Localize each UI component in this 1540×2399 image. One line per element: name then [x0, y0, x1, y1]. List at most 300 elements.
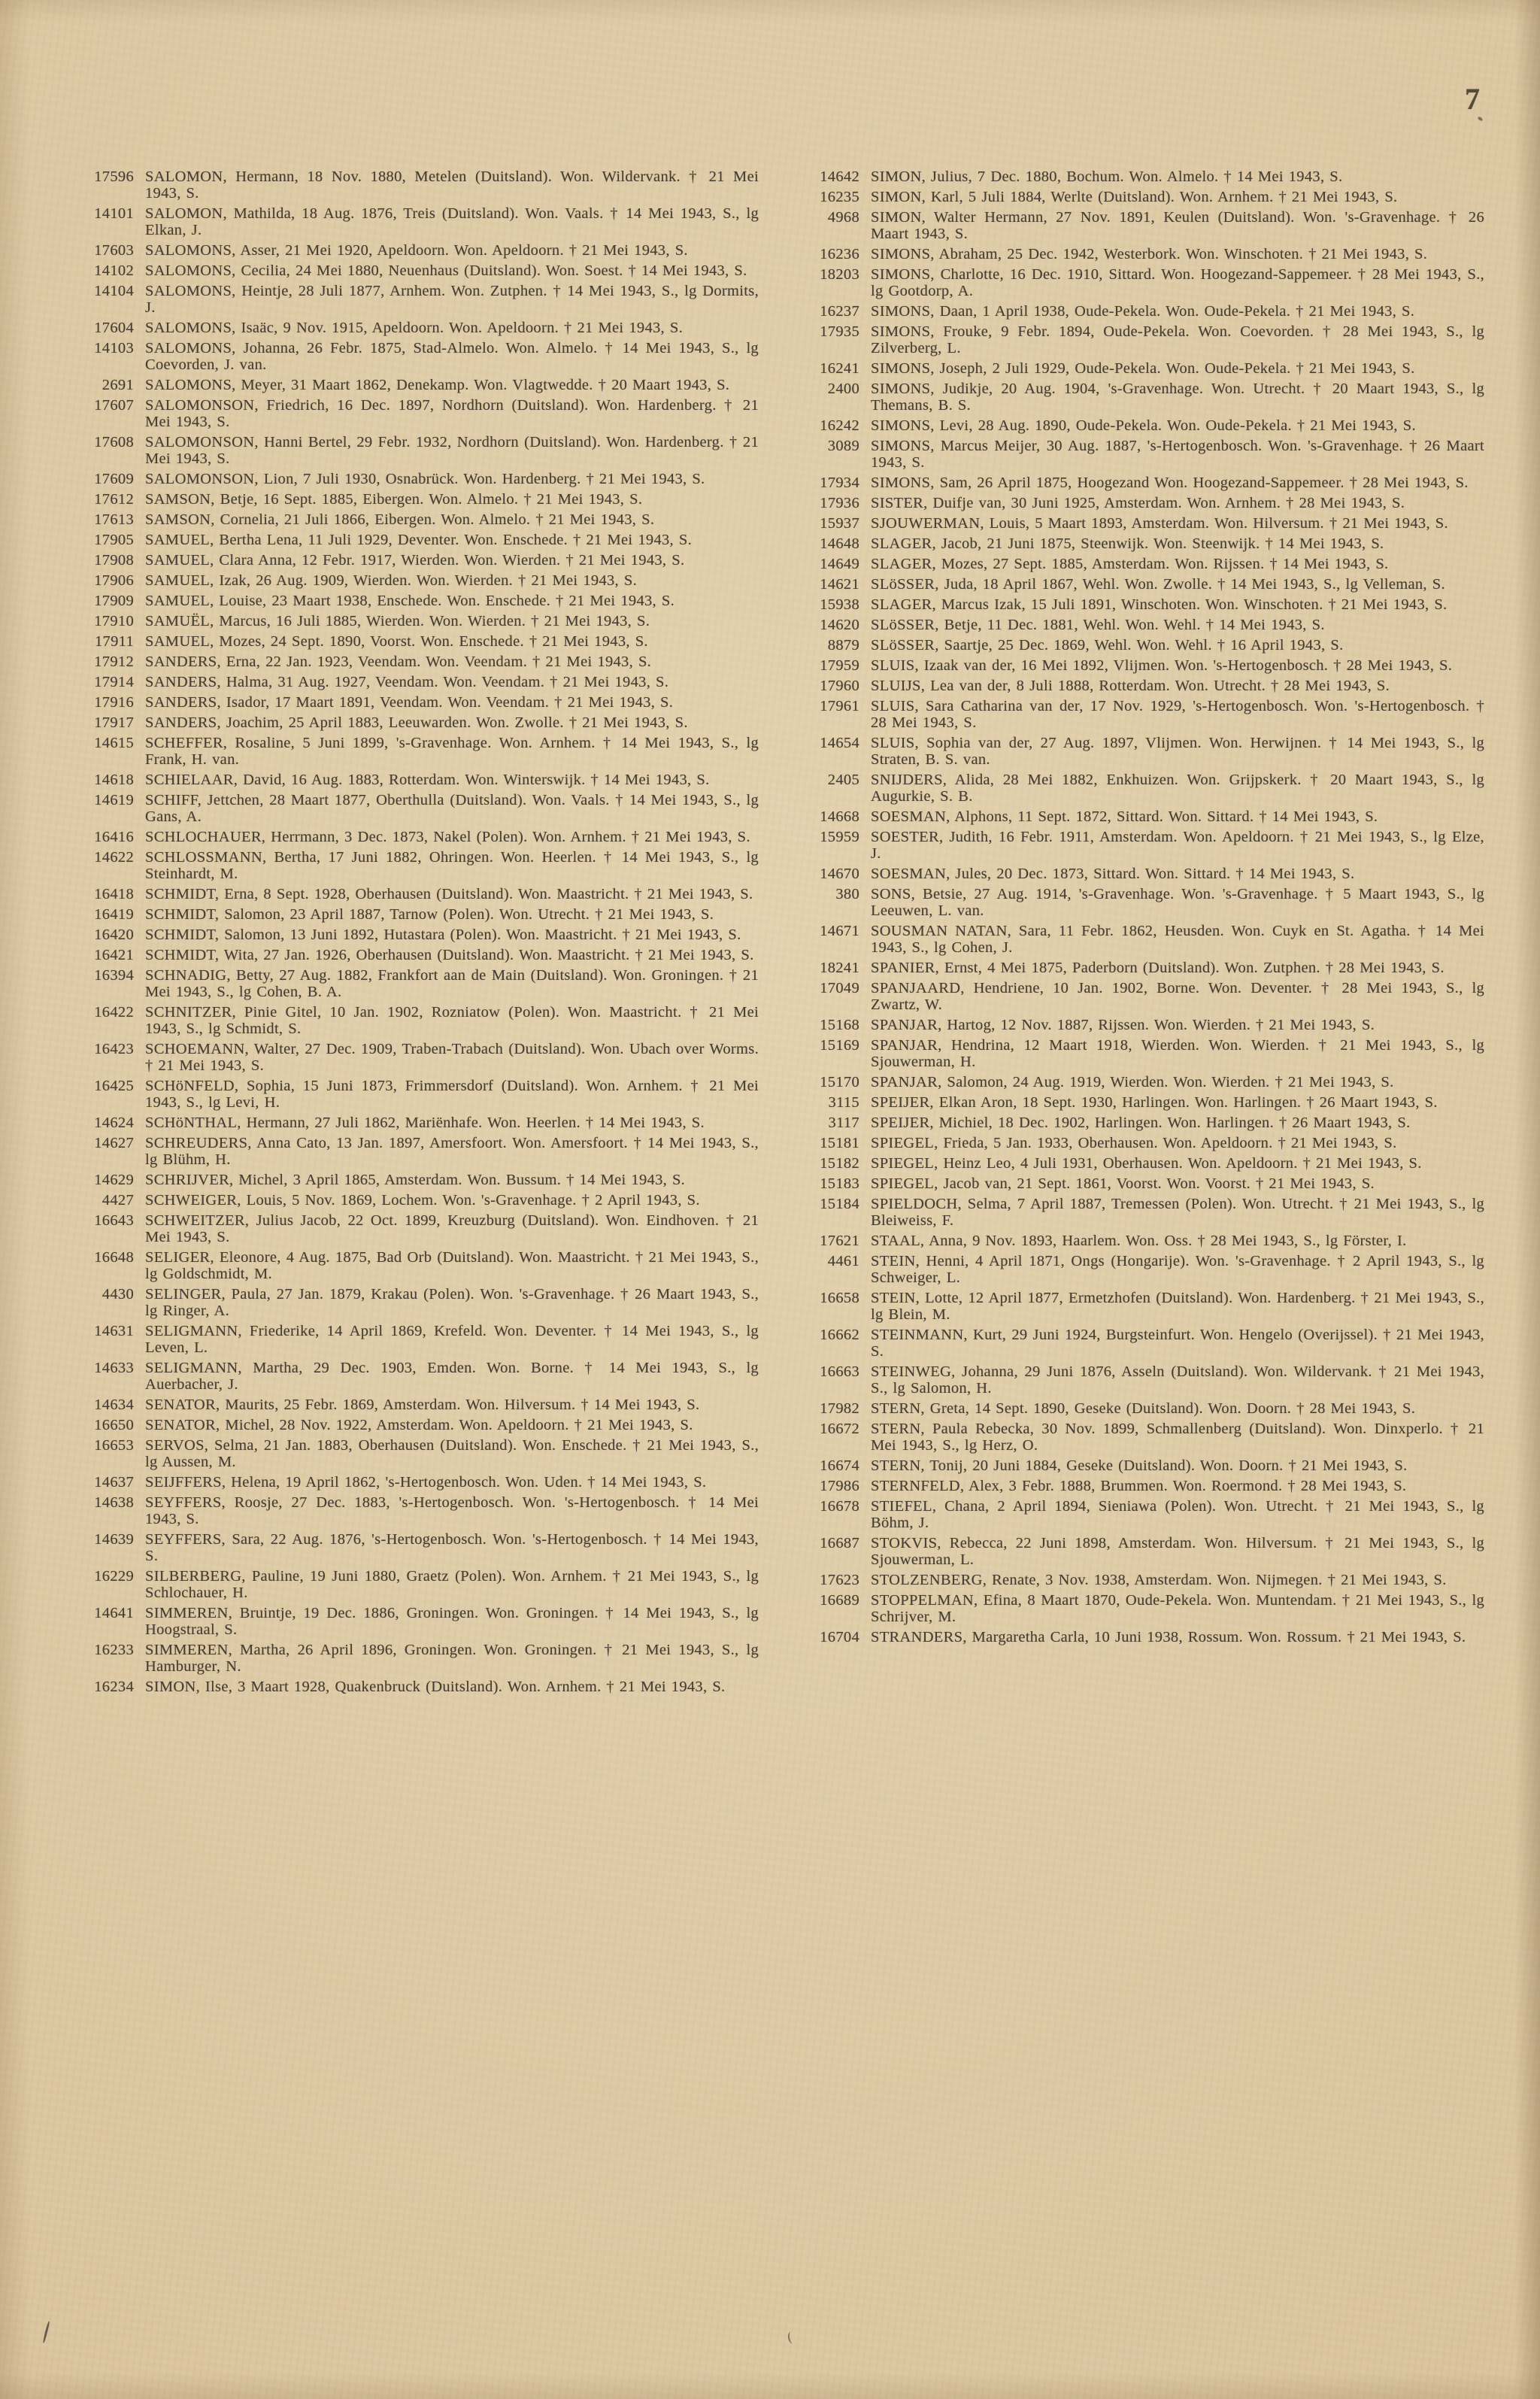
- entry-number: 3117: [828, 1115, 859, 1131]
- list-item: [804, 1196, 1486, 1229]
- entry-text: SERVOS, Selma, 21 Jan. 1883, Oberhausen (Duitsland). Won. Enschede. † 21 Mei 1943, S., lg Aussen, M.: [145, 1437, 759, 1470]
- entry-number: 14103: [94, 340, 134, 356]
- entry-number: 17608: [94, 434, 134, 450]
- list-item: [78, 532, 760, 548]
- entry-text: SCHWEITZER, Julius Jacob, 22 Oct. 1899, Kreuzburg (Duitsland). Won. Eindhoven. † 21 Mei 1943, S.: [145, 1212, 759, 1245]
- list-item: [804, 246, 1486, 262]
- list-item: [804, 1074, 1486, 1090]
- entry-number: 16663: [820, 1363, 859, 1380]
- entry-number: 17621: [820, 1233, 859, 1249]
- entry-text: STOKVIS, Rebecca, 22 Juni 1898, Amsterdam. Won. Hilversum. † 21 Mei 1943, S., lg Sjouwerman, L.: [871, 1535, 1484, 1568]
- entry-number: 14649: [820, 556, 859, 572]
- list-item: [78, 772, 760, 788]
- entry-text: SIMONS, Judikje, 20 Aug. 1904, 's-Gravenhage. Won. Utrecht. † 20 Maart 1943, S., lg Themans, B. S.: [871, 381, 1484, 414]
- entry-number: 16420: [94, 927, 134, 943]
- entry-text: STERN, Paula Rebecka, 30 Nov. 1899, Schmallenberg (Duitsland). Won. Dinxperlo. † 21 Mei 1943, S., lg Herz, O.: [871, 1421, 1484, 1454]
- entry-text: SILBERBERG, Pauline, 19 Juni 1880, Graetz (Polen). Won. Arnhem. † 21 Mei 1943, S., lg Schlochauer, H.: [145, 1568, 759, 1601]
- entry-text: STEINMANN, Kurt, 29 Juni 1924, Burgsteinfurt. Won. Hengelo (Overijssel). † 21 Mei 1943, S.: [871, 1327, 1484, 1360]
- list-item: [78, 967, 760, 1000]
- entry-text: SNIJDERS, Alida, 28 Mei 1882, Enkhuizen. Won. Grijpskerk. † 20 Maart 1943, S., lg Augurkie, S. B.: [871, 772, 1484, 805]
- entry-number: 14654: [820, 735, 859, 751]
- entry-number: 15959: [820, 829, 859, 845]
- list-item: [804, 923, 1486, 956]
- entry-text: SLöSSER, Saartje, 25 Dec. 1869, Wehl. Won. Wehl. † 16 April 1943, S.: [871, 637, 1344, 654]
- entry-number: 17908: [94, 552, 134, 569]
- list-item: [78, 1041, 760, 1074]
- list-item: [78, 792, 760, 825]
- list-item: [804, 1535, 1486, 1568]
- entry-number: 16662: [820, 1327, 859, 1343]
- entry-text: SALOMONSON, Friedrich, 16 Dec. 1897, Nordhorn (Duitsland). Won. Hardenberg. † 21 Mei 1943, S.: [145, 397, 759, 430]
- entry-text: SPANIER, Ernst, 4 Mei 1875, Paderborn (Duitsland). Won. Zutphen. † 28 Mei 1943, S.: [871, 960, 1445, 976]
- list-item: [804, 886, 1486, 919]
- list-item: [804, 1592, 1486, 1625]
- list-item: [804, 735, 1486, 768]
- list-item: [78, 633, 760, 650]
- list-item: [78, 434, 760, 467]
- entry-number: 17905: [94, 532, 134, 548]
- list-item: [78, 947, 760, 963]
- list-item: [78, 377, 760, 393]
- entry-text: SAMUEL, Mozes, 24 Sept. 1890, Voorst. Won. Enschede. † 21 Mei 1943, S.: [145, 633, 648, 650]
- list-item: [78, 262, 760, 279]
- list-item: [804, 1629, 1486, 1645]
- entry-number: 17936: [820, 495, 859, 511]
- entry-text: SOUSMAN NATAN, Sara, 11 Febr. 1862, Heusden. Won. Cuyk en St. Agatha. † 14 Mei 1943, S., lg Cohen, J.: [871, 923, 1484, 956]
- entry-number: 14102: [94, 262, 134, 279]
- entry-text: SALOMON, Hermann, 18 Nov. 1880, Metelen (Duitsland). Won. Wildervank. † 21 Mei 1943, S.: [145, 168, 759, 202]
- list-item: [78, 1115, 760, 1131]
- list-item: [78, 1531, 760, 1564]
- list-item: [804, 829, 1486, 862]
- entry-text: SCHNITZER, Pinie Gitel, 10 Jan. 1902, Rozniatow (Polen). Won. Maastricht. † 21 Mei 1943, S., lg Schmidt, S.: [145, 1004, 759, 1037]
- entry-number: 16416: [94, 829, 134, 845]
- entry-number: 15169: [820, 1037, 859, 1054]
- entry-number: 17607: [94, 397, 134, 414]
- entry-number: 4968: [827, 209, 859, 226]
- entry-text: SANDERS, Isador, 17 Maart 1891, Veendam. Won. Veendam. † 21 Mei 1943, S.: [145, 694, 674, 711]
- entry-number: 14638: [94, 1494, 134, 1511]
- entry-number: 16425: [94, 1078, 134, 1094]
- entry-text: SCHRIJVER, Michel, 3 April 1865, Amsterdam. Won. Bussum. † 14 Mei 1943, S.: [145, 1172, 686, 1188]
- ink-mark: [787, 2331, 798, 2344]
- entry-text: SALOMONS, Johanna, 26 Febr. 1875, Stad-Almelo. Won. Almelo. † 14 Mei 1943, S., lg Coevorden, J. van.: [145, 340, 759, 373]
- list-item: [804, 556, 1486, 572]
- list-item: [78, 1642, 760, 1675]
- entry-number: 16234: [94, 1679, 134, 1695]
- entry-text: SOESTER, Judith, 16 Febr. 1911, Amsterdam. Won. Apeldoorn. † 21 Mei 1943, S., lg Elze, J.: [871, 829, 1484, 862]
- entry-text: SCHNADIG, Betty, 27 Aug. 1882, Frankfort aan de Main (Duitsland). Won. Groningen. † 21 Mei 1943, S., lg Cohen, B. A.: [145, 967, 759, 1000]
- entry-text: STOLZENBERG, Renate, 3 Nov. 1938, Amsterdam. Won. Nijmegen. † 21 Mei 1943, S.: [871, 1572, 1447, 1588]
- entry-number: 8879: [827, 637, 859, 654]
- list-item: [804, 475, 1486, 491]
- entry-text: SIMON, Ilse, 3 Maart 1928, Quakenbruck (Duitsland). Won. Arnhem. † 21 Mei 1943, S.: [145, 1679, 726, 1695]
- entry-text: SIMON, Julius, 7 Dec. 1880, Bochum. Won. Almelo. † 14 Mei 1943, S.: [871, 168, 1343, 185]
- list-item: [804, 266, 1486, 299]
- list-item: [804, 980, 1486, 1013]
- entry-text: SIMMEREN, Bruintje, 19 Dec. 1886, Groningen. Won. Groningen. † 14 Mei 1943, S., lg Hoogstraal, S.: [145, 1605, 759, 1638]
- list-item: [78, 1078, 760, 1111]
- entry-text: STEIN, Henni, 4 April 1871, Ongs (Hongarije). Won. 's-Gravenhage. † 2 April 1943, S., lg Schweiger, L.: [871, 1253, 1484, 1286]
- entry-text: SPANJAARD, Hendriene, 10 Jan. 1902, Borne. Won. Deventer. † 28 Mei 1943, S., lg Zwartz, W.: [871, 980, 1484, 1013]
- entry-text: SEIJFFERS, Helena, 19 April 1862, 's-Hertogenbosch. Won. Uden. † 14 Mei 1943, S.: [145, 1474, 707, 1491]
- entry-text: SALOMONS, Meyer, 31 Maart 1862, Denekamp. Won. Vlagtwedde. † 20 Maart 1943, S.: [145, 377, 730, 393]
- entry-number: 15182: [820, 1155, 859, 1172]
- entry-number: 14620: [820, 617, 859, 633]
- entry-text: SCHLOSSMANN, Bertha, 17 Juni 1882, Ohringen. Won. Heerlen. † 14 Mei 1943, S., lg Steinhardt, M.: [145, 849, 759, 882]
- entry-text: SISTER, Duifje van, 30 Juni 1925, Amsterdam. Won. Arnhem. † 28 Mei 1943, S.: [871, 495, 1405, 511]
- entry-number: 17623: [820, 1572, 859, 1588]
- entry-text: SEYFFERS, Roosje, 27 Dec. 1883, 's-Hertogenbosch. Won. 's-Hertogenbosch. † 14 Mei 1943, S.: [145, 1494, 759, 1527]
- entry-number: 16242: [820, 417, 859, 434]
- entry-number: 16653: [94, 1437, 134, 1454]
- entry-number: 14629: [94, 1172, 134, 1188]
- list-item: [804, 637, 1486, 654]
- list-item: [78, 471, 760, 487]
- entry-number: 17914: [94, 674, 134, 690]
- entry-text: SALOMONSON, Lion, 7 Juli 1930, Osnabrück. Won. Hardenberg. † 21 Mei 1943, S.: [145, 471, 705, 487]
- entry-number: 15184: [820, 1196, 859, 1212]
- entry-number: 14642: [820, 168, 859, 185]
- entry-text: SAMSON, Betje, 16 Sept. 1885, Eibergen. Won. Almelo. † 21 Mei 1943, S.: [145, 491, 643, 508]
- entry-text: SIMONS, Marcus Meijer, 30 Aug. 1887, 's-Hertogenbosch. Won. 's-Gravenhage. † 26 Maart 1943, S.: [871, 438, 1484, 471]
- entry-number: 14622: [94, 849, 134, 866]
- list-item: [78, 674, 760, 690]
- list-item: [804, 1135, 1486, 1151]
- entry-text: SAMUEL, Clara Anna, 12 Febr. 1917, Wierden. Won. Wierden. † 21 Mei 1943, S.: [145, 552, 685, 569]
- entry-text: SIMONS, Levi, 28 Aug. 1890, Oude-Pekela. Won. Oude-Pekela. † 21 Mei 1943, S.: [871, 417, 1416, 434]
- entry-number: 17912: [94, 654, 134, 670]
- entry-number: 14104: [94, 283, 134, 299]
- entry-text: STERN, Tonij, 20 Juni 1884, Geseke (Duitsland). Won. Doorn. † 21 Mei 1943, S.: [871, 1457, 1408, 1474]
- list-item: [78, 1212, 760, 1245]
- entry-text: SENATOR, Maurits, 25 Febr. 1869, Amsterdam. Won. Hilversum. † 14 Mei 1943, S.: [145, 1397, 700, 1413]
- list-item: [804, 617, 1486, 633]
- list-item: [78, 1474, 760, 1491]
- entry-number: 16689: [820, 1592, 859, 1609]
- list-item: [78, 1679, 760, 1695]
- entry-number: 15183: [820, 1175, 859, 1192]
- entry-number: 17982: [820, 1400, 859, 1417]
- entry-number: 4427: [102, 1192, 134, 1209]
- entry-number: 2405: [827, 772, 859, 788]
- entry-text: SANDERS, Erna, 22 Jan. 1923, Veendam. Won. Veendam. † 21 Mei 1943, S.: [145, 654, 652, 670]
- entry-text: SLAGER, Mozes, 27 Sept. 1885, Amsterdam. Won. Rijssen. † 14 Mei 1943, S.: [871, 556, 1389, 572]
- list-item: [804, 1478, 1486, 1494]
- list-item: [804, 417, 1486, 434]
- entry-number: 16418: [94, 886, 134, 902]
- entry-text: SELIGMANN, Martha, 29 Dec. 1903, Emden. Won. Borne. † 14 Mei 1943, S., lg Auerbacher, J.: [145, 1360, 759, 1393]
- entry-number: 14621: [820, 576, 859, 593]
- list-item: [804, 381, 1486, 414]
- entry-number: 17934: [820, 475, 859, 491]
- entry-text: SPEIJER, Michiel, 18 Dec. 1902, Harlingen. Won. Harlingen. † 26 Maart 1943, S.: [871, 1115, 1411, 1131]
- entry-number: 17603: [94, 242, 134, 259]
- entry-number: 14668: [820, 808, 859, 825]
- list-item: [804, 678, 1486, 694]
- entry-number: 16650: [94, 1417, 134, 1433]
- list-item: [78, 1249, 760, 1282]
- entry-number: 14627: [94, 1135, 134, 1151]
- entry-number: 16241: [820, 360, 859, 377]
- list-item: [78, 1417, 760, 1433]
- entry-number: 14637: [94, 1474, 134, 1491]
- entry-text: STAAL, Anna, 9 Nov. 1893, Haarlem. Won. Oss. † 28 Mei 1943, S., lg Förster, I.: [871, 1233, 1407, 1249]
- entry-text: SIMONS, Frouke, 9 Febr. 1894, Oude-Pekela. Won. Coevorden. † 28 Mei 1943, S., lg Zilverberg, L.: [871, 323, 1484, 356]
- entry-text: SPIEGEL, Jacob van, 21 Sept. 1861, Voorst. Won. Voorst. † 21 Mei 1943, S.: [871, 1175, 1375, 1192]
- entry-number: 17917: [94, 714, 134, 731]
- entry-text: SLöSSER, Betje, 11 Dec. 1881, Wehl. Won. Wehl. † 14 Mei 1943, S.: [871, 617, 1325, 633]
- entry-text: SAMUEL, Bertha Lena, 11 Juli 1929, Deventer. Won. Enschede. † 21 Mei 1943, S.: [145, 532, 693, 548]
- entry-number: 4430: [102, 1286, 134, 1303]
- entry-number: 17049: [820, 980, 859, 996]
- entry-number: 14641: [94, 1605, 134, 1621]
- entry-text: SIMONS, Joseph, 2 Juli 1929, Oude-Pekela. Won. Oude-Pekela. † 21 Mei 1943, S.: [871, 360, 1415, 377]
- entry-number: 16704: [820, 1629, 859, 1645]
- list-item: [78, 1004, 760, 1037]
- entry-number: 14639: [94, 1531, 134, 1548]
- list-item: [804, 960, 1486, 976]
- entry-text: SELIGER, Eleonore, 4 Aug. 1875, Bad Orb (Duitsland). Won. Maastricht. † 21 Mei 1943, S., lg Goldschmidt, M.: [145, 1249, 759, 1282]
- entry-text: SALOMONSON, Hanni Bertel, 29 Febr. 1932, Nordhorn (Duitsland). Won. Hardenberg. † 21 Mei 1943, S.: [145, 434, 759, 467]
- entry-text: SANDERS, Halma, 31 Aug. 1927, Veendam. Won. Veendam. † 21 Mei 1943, S.: [145, 674, 669, 690]
- list-item: [804, 657, 1486, 674]
- entry-number: 16421: [94, 947, 134, 963]
- list-item: [804, 698, 1486, 731]
- list-item: [804, 808, 1486, 825]
- list-item: [804, 360, 1486, 377]
- list-item: [804, 1290, 1486, 1323]
- entry-number: 16229: [94, 1568, 134, 1585]
- ink-mark: [1477, 116, 1483, 121]
- entry-number: 18241: [820, 960, 859, 976]
- entry-number: 2400: [827, 381, 859, 397]
- entry-number: 17609: [94, 471, 134, 487]
- entry-number: 16678: [820, 1498, 859, 1515]
- entry-number: 15168: [820, 1017, 859, 1033]
- list-item: [78, 906, 760, 923]
- entry-number: 17906: [94, 572, 134, 589]
- entry-text: SLUIS, Sophia van der, 27 Aug. 1897, Vlijmen. Won. Herwijnen. † 14 Mei 1943, S., lg Straten, B. S. van.: [871, 735, 1484, 768]
- list-item: [804, 323, 1486, 356]
- list-item: [78, 511, 760, 528]
- entry-text: SCHMIDT, Salomon, 23 April 1887, Tarnow (Polen). Won. Utrecht. † 21 Mei 1943, S.: [145, 906, 714, 923]
- entry-text: SENATOR, Michel, 28 Nov. 1922, Amsterdam. Won. Apeldoorn. † 21 Mei 1943, S.: [145, 1417, 693, 1433]
- list-item: [804, 1155, 1486, 1172]
- entry-text: SCHLOCHAUER, Herrmann, 3 Dec. 1873, Nakel (Polen). Won. Arnhem. † 21 Mei 1943, S.: [145, 829, 750, 845]
- entry-number: 14631: [94, 1323, 134, 1339]
- list-item: [78, 714, 760, 731]
- list-item: [78, 886, 760, 902]
- list-item: [78, 735, 760, 768]
- entry-number: 17961: [820, 698, 859, 714]
- entry-text: SCHöNTHAL, Hermann, 27 Juli 1862, Mariënhafe. Won. Heerlen. † 14 Mei 1943, S.: [145, 1115, 705, 1131]
- entry-number: 17612: [94, 491, 134, 508]
- entry-text: SCHOEMANN, Walter, 27 Dec. 1909, Traben-Trabach (Duitsland). Won. Ubach over Worms. † 21 Mei 1943, S.: [145, 1041, 759, 1074]
- entry-number: 17911: [95, 633, 134, 650]
- entry-number: 14615: [94, 735, 134, 751]
- list-item: [804, 1457, 1486, 1474]
- entry-number: 4461: [827, 1253, 859, 1269]
- list-item: [78, 1568, 760, 1601]
- entry-text: SALOMONS, Isaäc, 9 Nov. 1915, Apeldoorn. Won. Apeldoorn. † 21 Mei 1943, S.: [145, 320, 684, 336]
- list-item: [78, 1323, 760, 1356]
- entry-text: SAMSON, Cornelia, 21 Juli 1866, Eibergen. Won. Almelo. † 21 Mei 1943, S.: [145, 511, 655, 528]
- list-item: [78, 1437, 760, 1470]
- list-item: [804, 1421, 1486, 1454]
- entry-text: SLUIS, Sara Catharina van der, 17 Nov. 1929, 's-Hertogenbosch. Won. 's-Hertogenbosch. † 28 Mei 1943, S.: [871, 698, 1484, 731]
- entry-number: 16672: [820, 1421, 859, 1437]
- entry-number: 16236: [820, 246, 859, 262]
- list-item: [78, 613, 760, 629]
- entry-number: 16233: [94, 1642, 134, 1658]
- list-item: [78, 927, 760, 943]
- entry-number: 17959: [820, 657, 859, 674]
- list-item: [78, 849, 760, 882]
- list-item: [804, 772, 1486, 805]
- entry-text: SCHREUDERS, Anna Cato, 13 Jan. 1897, Amersfoort. Won. Amersfoort. † 14 Mei 1943, S., lg Blühm, H.: [145, 1135, 759, 1168]
- list-item: [804, 1572, 1486, 1588]
- entry-text: SIMONS, Daan, 1 April 1938, Oude-Pekela. Won. Oude-Pekela. † 21 Mei 1943, S.: [871, 303, 1415, 320]
- list-item: [804, 866, 1486, 882]
- list-item: [78, 593, 760, 609]
- entry-text: SIMONS, Sam, 26 April 1875, Hoogezand Won. Hoogezand-Sappemeer. † 28 Mei 1943, S.: [871, 475, 1469, 491]
- entry-number: 15937: [820, 515, 859, 532]
- list-item: [78, 1286, 760, 1319]
- entry-number: 14633: [94, 1360, 134, 1376]
- list-item: [78, 1494, 760, 1527]
- entry-number: 17935: [820, 323, 859, 340]
- entry-text: SIMON, Walter Hermann, 27 Nov. 1891, Keulen (Duitsland). Won. 's-Gravenhage. † 26 Maart 1943, S.: [871, 209, 1484, 242]
- list-item: [78, 1360, 760, 1393]
- list-item: [78, 1192, 760, 1209]
- entry-text: SANDERS, Joachim, 25 April 1883, Leeuwarden. Won. Zwolle. † 21 Mei 1943, S.: [145, 714, 688, 731]
- entry-text: STEINWEG, Johanna, 29 Juni 1876, Asseln (Duitsland). Won. Wildervank. † 21 Mei 1943, S., lg Salomon, H.: [871, 1363, 1484, 1397]
- entry-text: SPANJAR, Salomon, 24 Aug. 1919, Wierden. Won. Wierden. † 21 Mei 1943, S.: [871, 1074, 1394, 1090]
- ink-mark: [42, 2321, 50, 2343]
- entry-number: 15170: [820, 1074, 859, 1090]
- entry-text: SPANJAR, Hartog, 12 Nov. 1887, Rijssen. Won. Wierden. † 21 Mei 1943, S.: [871, 1017, 1375, 1033]
- list-item: [78, 1605, 760, 1638]
- list-item: [78, 694, 760, 711]
- left-column: [78, 168, 760, 1699]
- entry-text: SIMMEREN, Martha, 26 April 1896, Groningen. Won. Groningen. † 21 Mei 1943, S., lg Hamburger, N.: [145, 1642, 759, 1675]
- entry-text: STOPPELMAN, Efina, 8 Maart 1870, Oude-Pekela. Won. Muntendam. † 21 Mei 1943, S., lg Schrijver, M.: [871, 1592, 1484, 1625]
- entry-number: 16658: [820, 1290, 859, 1306]
- list-item: [804, 1094, 1486, 1111]
- entry-number: 14624: [94, 1115, 134, 1131]
- entry-number: 16419: [94, 906, 134, 923]
- entry-text: SCHEFFER, Rosaline, 5 Juni 1899, 's-Gravenhage. Won. Arnhem. † 14 Mei 1943, S., lg Frank, H. van.: [145, 735, 759, 768]
- list-item: [78, 1135, 760, 1168]
- list-item: [78, 168, 760, 202]
- list-item: [78, 242, 760, 259]
- entry-number: 14670: [820, 866, 859, 882]
- entry-number: 17960: [820, 678, 859, 694]
- entry-text: SJOUWERMAN, Louis, 5 Maart 1893, Amsterdam. Won. Hilversum. † 21 Mei 1943, S.: [871, 515, 1448, 532]
- entry-text: STEIN, Lotte, 12 April 1877, Ermetzhofen (Duitsland). Won. Hardenberg. † 21 Mei 1943, S., lg Blein, M.: [871, 1290, 1484, 1323]
- entry-number: 17604: [94, 320, 134, 336]
- list-item: [804, 168, 1486, 185]
- entry-text: SALOMON, Mathilda, 18 Aug. 1876, Treis (Duitsland). Won. Vaals. † 14 Mei 1943, S., lg Elkan, J.: [145, 205, 759, 238]
- entry-number: 16422: [94, 1004, 134, 1021]
- list-item: [78, 340, 760, 373]
- entry-text: SIMONS, Charlotte, 16 Dec. 1910, Sittard. Won. Hoogezand-Sappemeer. † 28 Mei 1943, S., lg Gootdorp, A.: [871, 266, 1484, 299]
- list-item: [804, 1175, 1486, 1192]
- list-item: [804, 1363, 1486, 1397]
- entry-text: SCHMIDT, Wita, 27 Jan. 1926, Oberhausen (Duitsland). Won. Maastricht. † 21 Mei 1943, S.: [145, 947, 754, 963]
- entry-text: SALOMONS, Asser, 21 Mei 1920, Apeldoorn. Won. Apeldoorn. † 21 Mei 1943, S.: [145, 242, 688, 259]
- entry-number: 16237: [820, 303, 859, 320]
- entry-number: 14634: [94, 1397, 134, 1413]
- entry-text: SCHMIDT, Salomon, 13 Juni 1892, Hutastara (Polen). Won. Maastricht. † 21 Mei 1943, S.: [145, 927, 741, 943]
- entry-number: 16687: [820, 1535, 859, 1551]
- list-item: [804, 303, 1486, 320]
- entry-number: 16235: [820, 189, 859, 205]
- entry-number: 16648: [94, 1249, 134, 1266]
- list-item: [78, 1397, 760, 1413]
- entry-number: 16643: [94, 1212, 134, 1229]
- list-item: [804, 515, 1486, 532]
- list-item: [78, 491, 760, 508]
- list-item: [78, 320, 760, 336]
- entry-number: 16674: [820, 1457, 859, 1474]
- entry-text: SLAGER, Jacob, 21 Juni 1875, Steenwijk. Won. Steenwijk. † 14 Mei 1943, S.: [871, 535, 1384, 552]
- entry-text: SLAGER, Marcus Izak, 15 Juli 1891, Winschoten. Won. Winschoten. † 21 Mei 1943, S.: [871, 596, 1448, 613]
- entry-text: SEYFFERS, Sara, 22 Aug. 1876, 's-Hertogenbosch. Won. 's-Hertogenbosch. † 14 Mei 1943, S.: [145, 1531, 759, 1564]
- entry-text: SELINGER, Paula, 27 Jan. 1879, Krakau (Polen). Won. 's-Gravenhage. † 26 Maart 1943, S., lg Ringer, A.: [145, 1286, 759, 1319]
- list-item: [78, 552, 760, 569]
- entry-text: SLUIS, Izaak van der, 16 Mei 1892, Vlijmen. Won. 's-Hertogenbosch. † 28 Mei 1943, S.: [871, 657, 1453, 674]
- entry-text: SIMONS, Abraham, 25 Dec. 1942, Westerbork. Won. Winschoten. † 21 Mei 1943, S.: [871, 246, 1428, 262]
- entry-text: SPIEGEL, Heinz Leo, 4 Juli 1931, Oberhausen. Won. Apeldoorn. † 21 Mei 1943, S.: [871, 1155, 1422, 1172]
- page-number: 7: [1465, 82, 1480, 116]
- entry-number: 15181: [820, 1135, 859, 1151]
- entry-text: SLUIJS, Lea van der, 8 Juli 1888, Rotterdam. Won. Utrecht. † 28 Mei 1943, S.: [871, 678, 1390, 694]
- entry-number: 14648: [820, 535, 859, 552]
- list-item: [804, 1037, 1486, 1070]
- entry-number: 2691: [102, 377, 134, 393]
- list-item: [804, 1017, 1486, 1033]
- list-item: [804, 1327, 1486, 1360]
- list-item: [804, 189, 1486, 205]
- entry-number: 17909: [94, 593, 134, 609]
- entry-number: 14101: [94, 205, 134, 222]
- entry-text: SONS, Betsie, 27 Aug. 1914, 's-Gravenhage. Won. 's-Gravenhage. † 5 Maart 1943, S., lg Leeuwen, L. van.: [871, 886, 1484, 919]
- entry-text: SPIEGEL, Frieda, 5 Jan. 1933, Oberhausen. Won. Apeldoorn. † 21 Mei 1943, S.: [871, 1135, 1397, 1151]
- list-item: [78, 397, 760, 430]
- list-item: [78, 829, 760, 845]
- entry-number: 18203: [820, 266, 859, 283]
- entry-number: 14618: [94, 772, 134, 788]
- entry-text: SALOMONS, Cecilia, 24 Mei 1880, Neuenhaus (Duitsland). Won. Soest. † 14 Mei 1943, S.: [145, 262, 747, 279]
- entry-text: SPIELDOCH, Selma, 7 April 1887, Tremessen (Polen). Won. Utrecht. † 21 Mei 1943, S., lg Bleiweiss, F.: [871, 1196, 1484, 1229]
- entry-text: SCHMIDT, Erna, 8 Sept. 1928, Oberhausen (Duitsland). Won. Maastricht. † 21 Mei 1943, S.: [145, 886, 753, 902]
- entry-number: 3089: [827, 438, 859, 454]
- entry-text: STERN, Greta, 14 Sept. 1890, Geseke (Duitsland). Won. Doorn. † 28 Mei 1943, S.: [871, 1400, 1416, 1417]
- entry-number: 17916: [94, 694, 134, 711]
- list-item: [804, 438, 1486, 471]
- entry-text: SCHWEIGER, Louis, 5 Nov. 1869, Lochem. Won. 's-Gravenhage. † 2 April 1943, S.: [145, 1192, 700, 1209]
- entry-text: SOESMAN, Alphons, 11 Sept. 1872, Sittard. Won. Sittard. † 14 Mei 1943, S.: [871, 808, 1378, 825]
- list-item: [804, 1400, 1486, 1417]
- list-item: [804, 1253, 1486, 1286]
- entry-text: SELIGMANN, Friederike, 14 April 1869, Krefeld. Won. Deventer. † 14 Mei 1943, S., lg Leven, L.: [145, 1323, 759, 1356]
- entry-number: 15938: [820, 596, 859, 613]
- list-item: [804, 535, 1486, 552]
- right-column: [804, 168, 1486, 1699]
- entry-number: 16423: [94, 1041, 134, 1057]
